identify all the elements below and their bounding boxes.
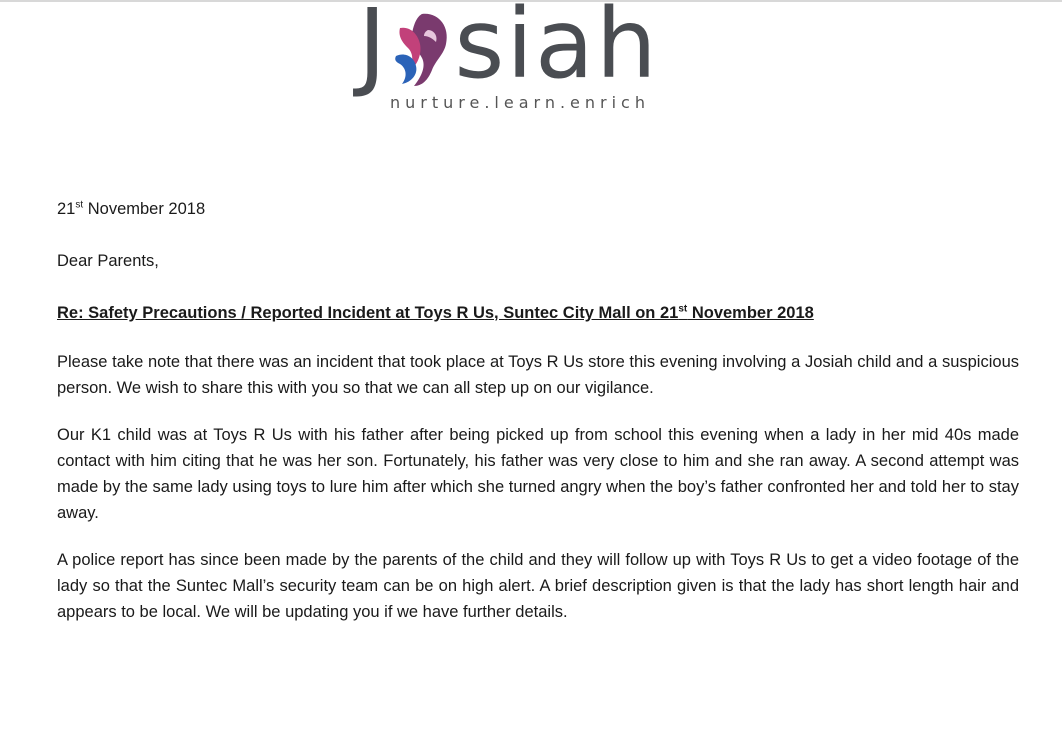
subject-ordinal-suffix: st [678,303,688,315]
date-month-year: November 2018 [83,200,206,218]
logo-tagline: nurture.learn.enrich [390,93,650,112]
josiah-logo [350,0,690,125]
date-day: 21 [57,200,76,218]
subject-text-end: November 2018 [687,304,814,322]
subject-line [57,300,1019,326]
salutation: Dear Parents, [57,252,159,270]
logo-letter-j: J [358,0,389,100]
paragraph: Our K1 child was at Toys R Us with his father after being picked up from school this evening when a lady in her mid 40s made contact with him citing that he was her son. Fortunately, his father was very close to him and she ran away. A second attempt was made by the same lady using toys to lure him after which she turned angry when the boy’s father confronted her and told her to stay away. [57,426,1019,522]
date-ordinal-suffix: st [75,199,84,211]
letter-date [57,196,1019,222]
paragraph: A police report has since been made by the parents of the child and they will follow up with Toys R Us to get a video footage of the lady so that the Suntec Mall’s security team can be on high alert. A brief description given is that the lady has short length hair and appears to be local. We will be updating you if we have further details. [57,551,1019,621]
paragraph: Please take note that there was an incident that took place at Toys R Us store this evening involving a Josiah child and a suspicious person. We wish to share this with you so that we can all step up on our vigilance. [57,353,1019,397]
logo-letters-siah: siah [454,0,659,100]
subject-text: Re: Safety Precautions / Reported Incident at Toys R Us, Suntec City Mall on 21 [57,304,679,322]
letter-body [57,196,1019,646]
logo-wordmark [358,0,659,100]
logo-emblem-icon [392,8,452,88]
